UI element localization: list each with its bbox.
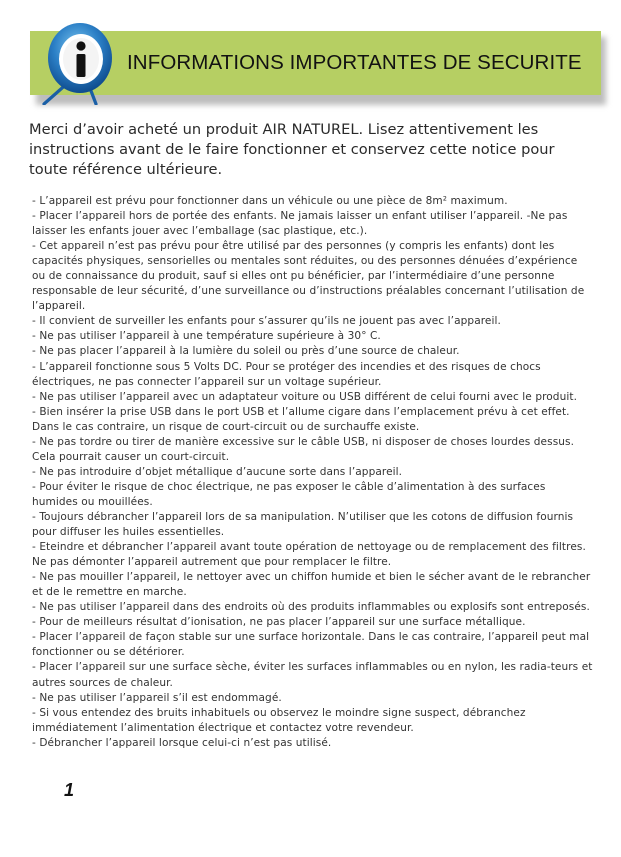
list-item: - Cet appareil n’est pas prévu pour être utilisé par des personnes (y compris les enfants) dont les capacités physiques, sensorielles ou mentales sont réduites, ou des personnes dénuées d’expérience ou de connaissance du produit, sauf si elles ont pu bénéficier, par l’intermédiaire d’une personne responsable de leur sécurité, d’une surveillance ou d’instructions préalables concernant l’utilisation de l’appareil. (32, 240, 585, 313)
list-item: - Ne pas utiliser l’appareil s’il est endommagé. (32, 691, 282, 704)
list-item: - Bien insérer la prise USB dans le port USB et l’allume cigare dans l’emplacement prévu à cet effet. Dans le cas contraire, un risque de court-circuit ou de surchauffe existe. (32, 405, 570, 433)
page-number: 1 (64, 780, 75, 800)
safety-rules-list (32, 194, 594, 751)
list-item: - Ne pas introduire d’objet métallique d’aucune sorte dans l’appareil. (32, 465, 403, 478)
page-title: INFORMATIONS IMPORTANTES DE SECURITE (127, 51, 582, 74)
list-item: - Débrancher l’appareil lorsque celui-ci n’est pas utilisé. (32, 736, 332, 749)
intro-paragraph: Merci d’avoir acheté un produit AIR NATUREL. Lisez attentivement les instructions avant de le faire fonctionner et conservez cette notice pour toute référence ultérieure. (29, 121, 555, 178)
list-item: - Ne pas placer l’appareil à la lumière du soleil ou près d’une source de chaleur. (32, 345, 460, 358)
list-item: - Ne pas utiliser l’appareil avec un adaptateur voiture ou USB différent de celui fourni avec le produit. (32, 390, 578, 403)
list-item: - Toujours débrancher l’appareil lors de sa manipulation. N’utiliser que les cotons de diffusion fournis pour diffuser les huiles essentielles. (32, 510, 574, 539)
list-item: - Pour de meilleurs résultat d’ionisation, ne pas placer l’appareil sur une surface métallique. (32, 616, 526, 629)
list-item: - L’appareil est prévu pour fonctionner dans un véhicule ou une pièce de 8m² maximum. (32, 195, 508, 207)
list-item: - Placer l’appareil de façon stable sur une surface horizontale. Dans le cas contraire, l’appareil peut mal fonctionner ou se détériorer. (32, 631, 590, 659)
list-item: - L’appareil fonctionne sous 5 Volts DC. Pour se protéger des incendies et des risques de chocs électriques, ne pas connecter l’appareil sur un voltage supérieur. (32, 360, 541, 388)
list-item: - Placer l’appareil sur une surface sèche, éviter les surfaces inflammables ou en nylon, les radia-teurs et autres sources de chaleur. (32, 661, 593, 689)
list-item: - Il convient de surveiller les enfants pour s’assurer qu’ils ne jouent pas avec l’appareil. (32, 315, 501, 328)
list-item: - Pour éviter le risque de choc électrique, ne pas exposer le câble d’alimentation à des surfaces humides ou mouillées. (32, 480, 546, 508)
list-item: - Ne pas utiliser l’appareil à une température supérieure à 30° C. (32, 330, 381, 343)
list-item: - Ne pas tordre ou tirer de manière excessive sur le câble USB, ni disposer de choses lourdes dessus. Cela pourrait causer un court-circuit. (32, 435, 575, 463)
list-item: - Ne pas mouiller l’appareil, le nettoyer avec un chiffon humide et bien le sécher avant de le rebrancher et de le remettre en marche. (32, 571, 591, 599)
list-item: - Placer l’appareil hors de portée des enfants. Ne jamais laisser un enfant utiliser l’appareil. -Ne pas laisser les enfants jouer avec l’emballage (sac plastique, etc.). (32, 210, 568, 238)
info-icon (36, 21, 130, 105)
list-item: - Ne pas utiliser l’appareil dans des endroits où des produits inflammables ou explosifs sont entreposés. (32, 601, 590, 614)
list-item: - Eteindre et débrancher l’appareil avant toute opération de nettoyage ou de remplacement des filtres. Ne pas démonter l’appareil autrement que pour remplacer le filtre. (32, 541, 586, 569)
list-item: - Si vous entendez des bruits inhabituels ou observez le moindre signe suspect, débranchez immédiatement l’alimentation électrique et contactez votre revendeur. (32, 706, 526, 734)
